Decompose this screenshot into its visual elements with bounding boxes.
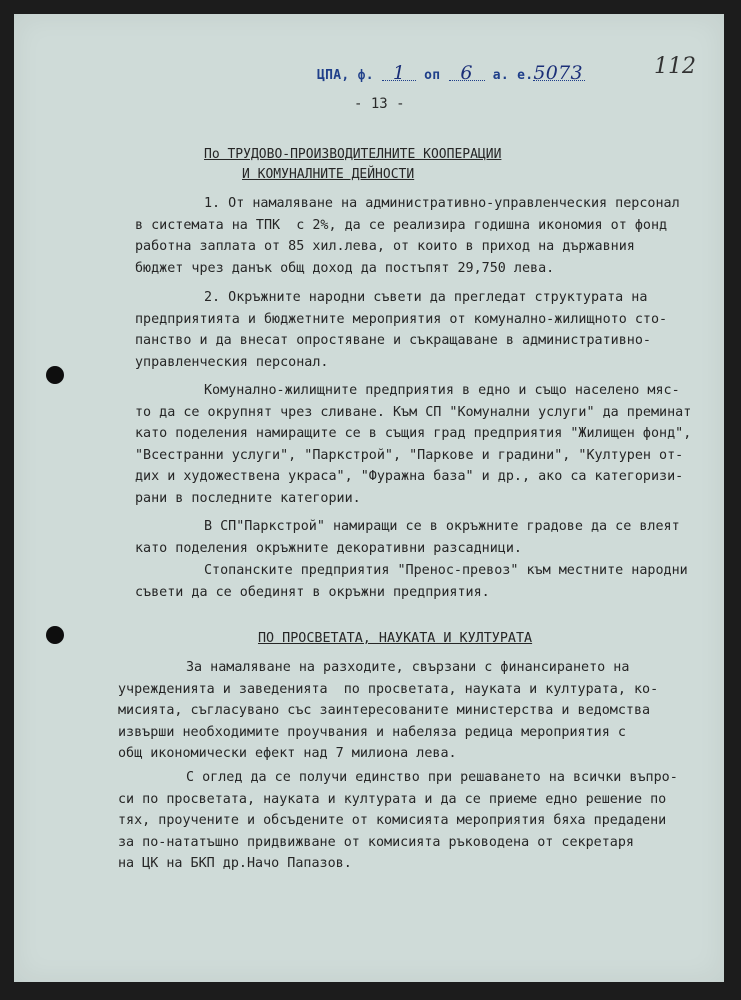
paragraph-line: "Всестранни услуги", "Паркстрой", "Паркове и градини", "Културен от- (135, 447, 684, 463)
paragraph-line: в системата на ТПК с 2%, да се реализира годишна икономия от фонд (135, 217, 668, 233)
paragraph-line: като поделения намиращите се в същия град предприятия "Жилищен фонд", (135, 426, 692, 441)
paragraph-line: съвети да се обединят в окръжни предприятия. (135, 584, 490, 600)
archive-stamp (317, 62, 585, 84)
paragraph-line: За намаляване на разходите, свързани с финансирането на (186, 660, 630, 675)
archive-opis-label: оп (424, 68, 441, 83)
paragraph-line: общ икономически ефект над 7 милиона лева. (118, 746, 457, 761)
paragraph-line: рани в последните категории. (135, 490, 361, 506)
paragraph-line: В СП"Паркстрой" намиращи се в окръжните градове да се влеят (204, 519, 680, 534)
paragraph-line: мисията, съгласувано със заинтересованите министерства и ведомства (118, 703, 651, 718)
archive-opis: 6 (449, 66, 485, 81)
section-heading: По ТРУДОВО-ПРОИЗВОДИТЕЛНИТЕ КООПЕРАЦИИ (204, 147, 502, 162)
paragraph-line: Стопанските предприятия "Пренос-превоз" към местните народни (204, 563, 688, 578)
paragraph-line: като поделения окръжните декоративни разсадници. (135, 540, 522, 556)
section-heading: ПО ПРОСВЕТАТА, НАУКАТА И КУЛТУРАТА (258, 631, 533, 646)
punch-hole-bottom (46, 626, 64, 644)
paragraph-line: за по-нататъшно придвижване от комисията ръководена от секретаря (118, 834, 634, 850)
section-heading: И КОМУНАЛНИТЕ ДЕЙНОСТИ (242, 167, 415, 182)
paragraph-line: дих и художествена украса", "Фуражна база" и др., ако са категоризи- (135, 469, 684, 484)
paragraph-line: Комунално-жилищните предприятия в едно и също населено мяс- (204, 383, 680, 398)
paragraph-line: работна заплата от 85 хил.лева, от които в приход на държавния (135, 239, 635, 254)
paragraph-line: извърши необходимите проучвания и набеляза редица мероприятия с (118, 724, 626, 740)
paragraph-line: 1. От намаляване на административно-управленческия персонал (204, 196, 680, 211)
document-page (14, 14, 724, 982)
paragraph-line: С оглед да се получи единство при решаването на всички въпро- (186, 770, 678, 785)
paragraph-line: то да се окрупнят чрез сливане. Към СП "Комунални услуги" да преминат (135, 404, 692, 420)
archive-ae: 5073 (533, 66, 585, 81)
archive-ae-label: а. е. (492, 68, 534, 83)
paragraph-line: бюджет чрез данък общ доход да постъпят 29,750 лева. (135, 260, 555, 276)
sheet-number: 112 (654, 54, 696, 79)
archive-fond: 1 (382, 66, 416, 81)
paragraph-line: 2. Окръжните народни съвети да прегледат структурата на (204, 290, 648, 305)
paragraph-line: си по просветата, науката и културата и да се приеме едно решение по (118, 791, 667, 807)
paragraph-line: тях, проучените и обсъдените от комисията мероприятия бяха предадени (118, 813, 667, 828)
page-number: - 13 - (354, 96, 405, 112)
paragraph-line: предприятията и бюджетните мероприятия от комунално-жилищното сто- (135, 311, 668, 327)
paragraph-line: на ЦК на БКП др.Начо Папазов. (118, 856, 352, 871)
archive-prefix: ЦПА, ф. (317, 68, 374, 83)
paragraph-line: управленческия персонал. (135, 354, 329, 370)
paragraph-line: панство и да внесат опростяване и съкращаване в административно- (135, 333, 651, 348)
paragraph-line: учрежденията и заведенията по просветата, науката и културата, ко- (118, 681, 659, 697)
punch-hole-top (46, 366, 64, 384)
